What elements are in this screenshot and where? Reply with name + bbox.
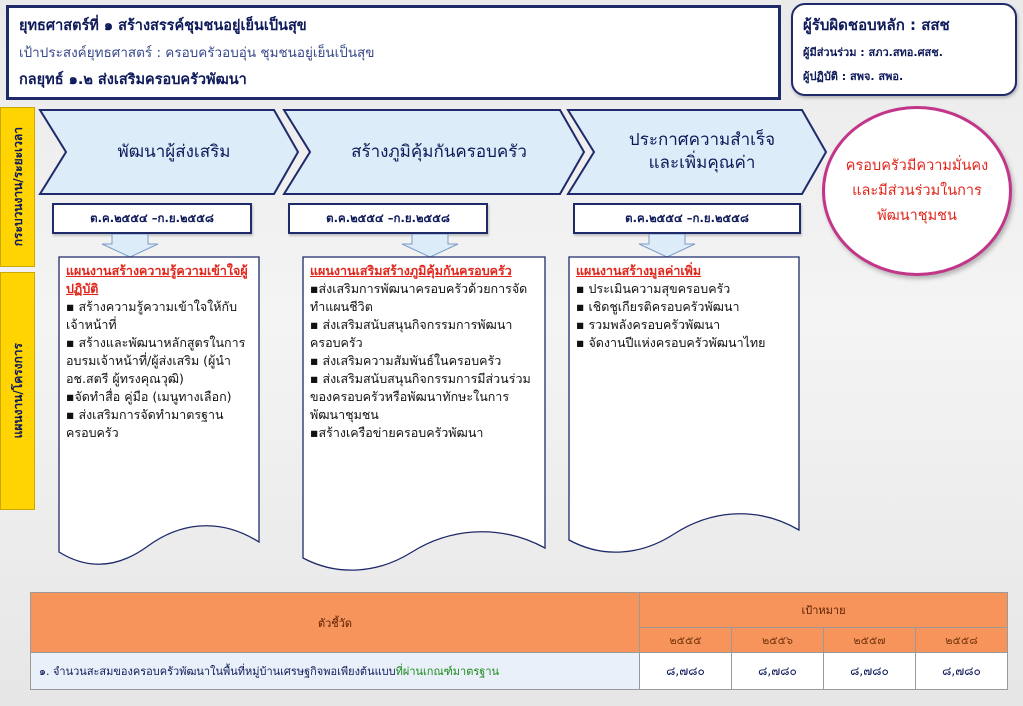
plan-item: ▪ จัดงานปีแห่งครอบครัวพัฒนาไทย: [576, 335, 766, 350]
plan-box-2: [302, 256, 546, 574]
side-tab-plan-label: แผนงาน/โครงการ: [11, 343, 25, 439]
goal-circle: ครอบครัวมีความมั่นคงและมีส่วนร่วมในการพัฒนาชุมชน: [822, 106, 1012, 276]
plan-item: ▪ ประเมินความสุขครอบครัว: [576, 281, 731, 296]
stage-label: ประกาศความสำเร็จ และเพิ่มคุณค่า: [628, 130, 776, 173]
kpi-year: ๒๕๕๖: [732, 628, 824, 653]
kpi-year: ๒๕๕๗: [824, 628, 916, 653]
plan-item: ▪ สร้างความรู้ความเข้าใจให้กับเจ้าหน้าที่: [66, 299, 238, 332]
side-tab-process: [0, 107, 35, 267]
plan-item: ▪ สร้างและพัฒนาหลักสูตรในการอบรมเจ้าหน้าที่/ผู้ส่งเสริม (ผู้นำอช.สตรี ผู้ทรงคุณวุฒิ): [66, 335, 246, 386]
kpi-value: ๘,๗๘๐: [732, 653, 824, 690]
kpi-value: ๘,๗๘๐: [824, 653, 916, 690]
strategy-title: ยุทธศาสตร์ที่ ๑ สร้างสรรค์ชุมชนอยู่เย็นเป็นสุข: [19, 18, 307, 34]
side-tab-process-label: กระบวนงาน/ระยะเวลา: [11, 127, 25, 247]
responsible-main: ผู้รับผิดชอบหลัก : สสช: [803, 16, 950, 34]
plan-title: แผนงานสร้างความรู้ความเข้าใจผู้ปฏิบัติ: [66, 263, 248, 296]
plan-box-1: [58, 256, 260, 568]
kpi-value: ๘,๗๘๐: [640, 653, 732, 690]
kpi-target-header: เป้าหมาย: [640, 593, 1008, 628]
plan-item: ▪สร้างเครือข่ายครอบครัวพัฒนา: [310, 425, 484, 440]
stage-period: ต.ค.๒๕๕๔ –ก.ย.๒๕๕๘: [52, 203, 252, 234]
plan-item: ▪ ส่งเสริมความสัมพันธ์ในครอบครัว: [310, 353, 502, 368]
down-arrow-icon: [637, 234, 697, 258]
kpi-table: [30, 592, 1008, 690]
kpi-year: ๒๕๕๕: [640, 628, 732, 653]
stage-chevron-2: [282, 108, 586, 196]
side-tab-plan: [0, 272, 35, 510]
plan-item: ▪ เชิดชูเกียรติครอบครัวพัฒนา: [576, 299, 740, 314]
responsible-participants: ผู้มีส่วนร่วม : สภว.สทอ.ศสช.: [803, 46, 943, 59]
kpi-indicator-header: ตัวชี้วัด: [31, 593, 640, 653]
plan-item: ▪ รวมพลังครอบครัวพัฒนา: [576, 317, 721, 332]
kpi-indicator-main: ๑. จำนวนสะสมของครอบครัวพัฒนาในพื้นที่หมู่บ้านเศรษฐกิจพอเพียงต้นแบบ: [39, 665, 396, 678]
kpi-year: ๒๕๕๘: [916, 628, 1008, 653]
strategy-header: [6, 5, 781, 100]
table-row: [31, 653, 1008, 690]
stage-period: ต.ค.๒๕๕๔ –ก.ย.๒๕๕๘: [288, 203, 488, 234]
stage-label: สร้างภูมิคุ้มกันครอบครัว: [351, 141, 527, 162]
plan-item: ▪จัดทำสื่อ คู่มือ (เมนูทางเลือก): [66, 389, 232, 404]
strategy-objective: เป้าประสงค์ยุทธศาสตร์ : ครอบครัวอบอุ่น ชุมชนอยู่เย็นเป็นสุข: [19, 45, 375, 61]
plan-title: แผนงานสร้างมูลค่าเพิ่ม: [576, 263, 702, 278]
stage-chevron-3: [566, 108, 828, 196]
responsible-box: [791, 3, 1017, 96]
stage-period: ต.ค.๒๕๕๔ –ก.ย.๒๕๕๘: [573, 203, 801, 234]
kpi-value: ๘,๗๘๐: [916, 653, 1008, 690]
plan-title: แผนงานเสริมสร้างภูมิคุ้มกันครอบครัว: [310, 263, 512, 278]
kpi-indicator: [31, 653, 640, 690]
kpi-indicator-tail: ที่ผ่านเกณฑ์มาตรฐาน: [395, 665, 500, 678]
plan-box-3: [568, 256, 800, 556]
down-arrow-icon: [100, 234, 160, 258]
plan-item: ▪ ส่งเสริมการจัดทำมาตรฐานครอบครัว: [66, 407, 224, 440]
strategy-tactic: กลยุทธ์ ๑.๒ ส่งเสริมครอบครัวพัฒนา: [19, 72, 247, 88]
plan-item: ▪ส่งเสริมการพัฒนาครอบครัวด้วยการจัดทำแผนชีวิต: [310, 281, 528, 314]
plan-item: ▪ ส่งเสริมสนับสนุนกิจกรรมการพัฒนาครอบครัว: [310, 317, 513, 350]
stage-label: พัฒนาผู้ส่งเสริม: [117, 141, 231, 162]
down-arrow-icon: [400, 234, 460, 258]
stage-chevron-1: [38, 108, 300, 196]
plan-item: ▪ ส่งเสริมสนับสนุนกิจกรรมการมีส่วนร่วมของครอบครัวหรือพัฒนาทักษะในการพัฒนาชุมชน: [310, 371, 531, 422]
responsible-operators: ผู้ปฏิบัติ : สพจ. สพอ.: [803, 70, 904, 83]
